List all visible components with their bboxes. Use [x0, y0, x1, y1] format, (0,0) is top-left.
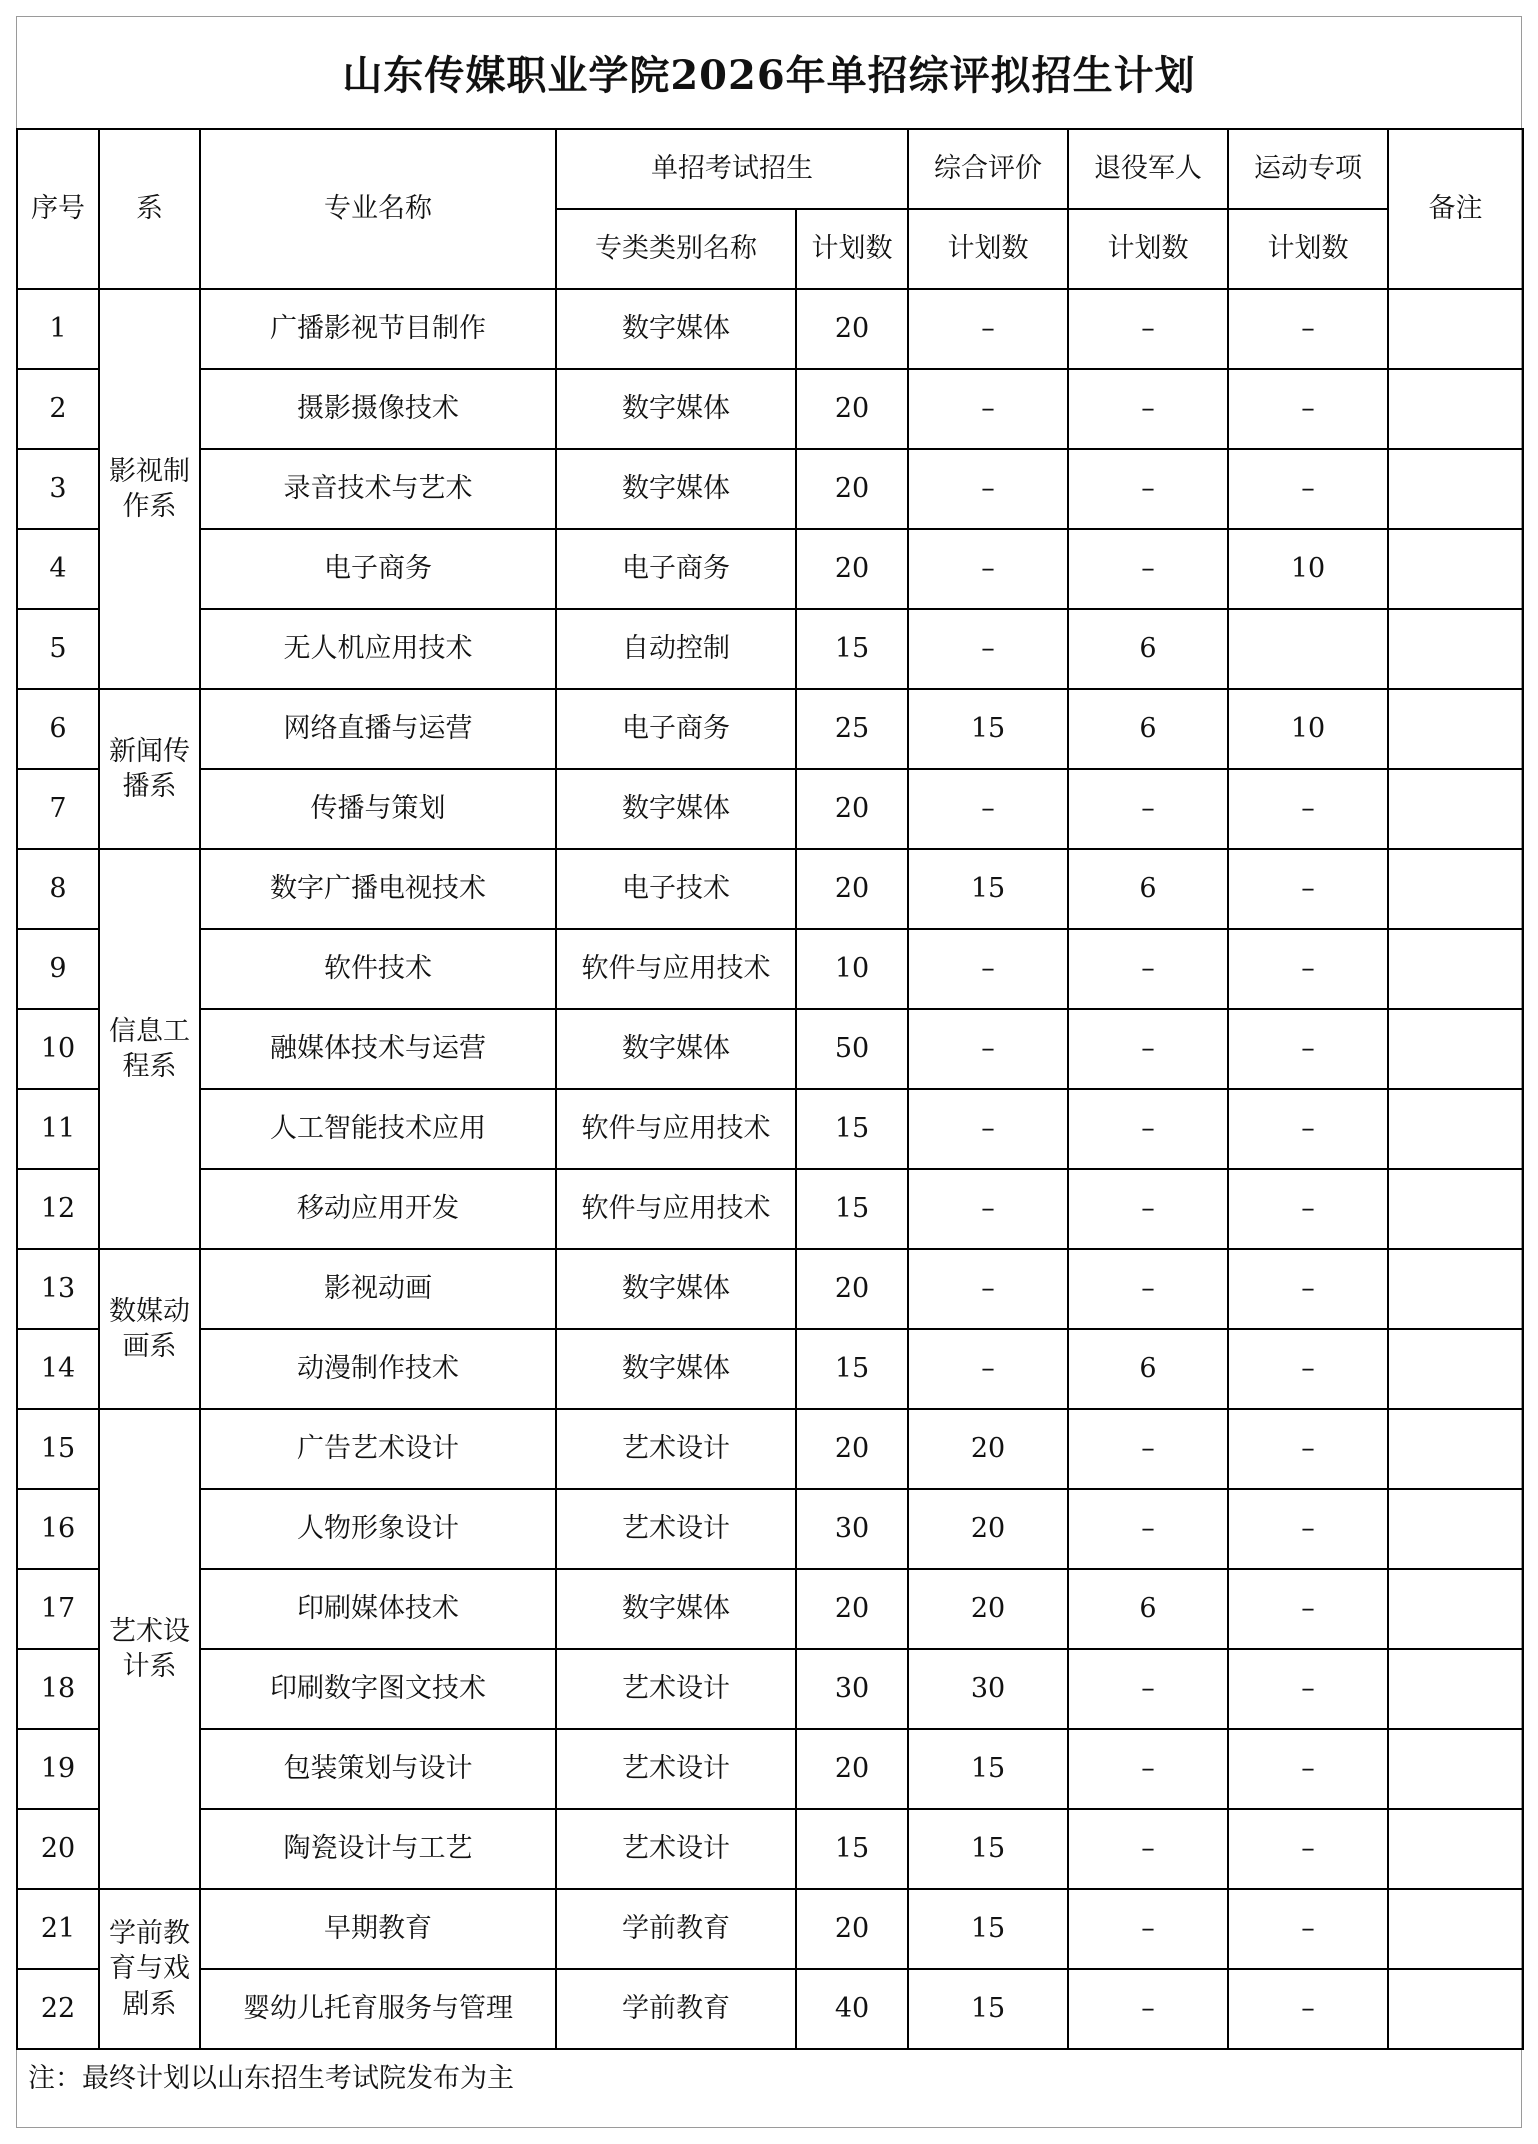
- header-index: 序号: [17, 129, 99, 289]
- cell-sports-count: –: [1228, 1649, 1388, 1729]
- cell-index: 4: [17, 529, 99, 609]
- cell-department: 新闻传播系: [99, 689, 200, 849]
- cell-major: 影视动画: [200, 1249, 556, 1329]
- cell-veterans-count: –: [1068, 1409, 1228, 1489]
- cell-major: 录音技术与艺术: [200, 449, 556, 529]
- cell-category: 数字媒体: [556, 369, 796, 449]
- cell-remarks: [1388, 289, 1523, 369]
- header-remarks: 备注: [1388, 129, 1523, 289]
- cell-veterans-count: –: [1068, 1969, 1228, 2049]
- table-row: [17, 1729, 1523, 1809]
- cell-category: 数字媒体: [556, 1329, 796, 1409]
- cell-category: 艺术设计: [556, 1809, 796, 1889]
- table-row: [17, 1969, 1523, 2049]
- header-major: 专业名称: [200, 129, 556, 289]
- cell-sports-count: –: [1228, 1489, 1388, 1569]
- cell-remarks: [1388, 1569, 1523, 1649]
- cell-category: 数字媒体: [556, 449, 796, 529]
- cell-plan-count: 50: [796, 1009, 908, 1089]
- cell-category: 电子商务: [556, 529, 796, 609]
- cell-remarks: [1388, 1489, 1523, 1569]
- cell-major: 广告艺术设计: [200, 1409, 556, 1489]
- cell-comprehensive-count: 15: [908, 1969, 1068, 2049]
- footnote: 注：最终计划以山东招生考试院发布为主: [28, 2063, 514, 2094]
- cell-plan-count: 20: [796, 1889, 908, 1969]
- cell-comprehensive-count: 20: [908, 1409, 1068, 1489]
- table-row: [17, 369, 1523, 449]
- cell-index: 10: [17, 1009, 99, 1089]
- cell-veterans-count: 6: [1068, 849, 1228, 929]
- cell-index: 3: [17, 449, 99, 529]
- cell-comprehensive-count: –: [908, 369, 1068, 449]
- cell-index: 1: [17, 289, 99, 369]
- cell-category: 数字媒体: [556, 1569, 796, 1649]
- cell-comprehensive-count: –: [908, 929, 1068, 1009]
- cell-category: 自动控制: [556, 609, 796, 689]
- header-comprehensive: 综合评价: [908, 129, 1068, 209]
- cell-sports-count: –: [1228, 1569, 1388, 1649]
- cell-remarks: [1388, 529, 1523, 609]
- cell-sports-count: 10: [1228, 529, 1388, 609]
- table-row: [17, 1089, 1523, 1169]
- cell-department: 学前教育与戏剧系: [99, 1889, 200, 2049]
- cell-veterans-count: –: [1068, 929, 1228, 1009]
- cell-comprehensive-count: –: [908, 1329, 1068, 1409]
- cell-comprehensive-count: –: [908, 1089, 1068, 1169]
- cell-comprehensive-count: –: [908, 289, 1068, 369]
- table-row: [17, 1649, 1523, 1729]
- cell-major: 广播影视节目制作: [200, 289, 556, 369]
- cell-comprehensive-count: 15: [908, 849, 1068, 929]
- cell-category: 电子技术: [556, 849, 796, 929]
- cell-veterans-count: –: [1068, 1649, 1228, 1729]
- cell-category: 数字媒体: [556, 289, 796, 369]
- cell-veterans-count: –: [1068, 1089, 1228, 1169]
- cell-remarks: [1388, 1809, 1523, 1889]
- table-row: [17, 449, 1523, 529]
- cell-remarks: [1388, 1169, 1523, 1249]
- cell-veterans-count: –: [1068, 1249, 1228, 1329]
- header-sports: 运动专项: [1228, 129, 1388, 209]
- cell-sports-count: –: [1228, 1889, 1388, 1969]
- cell-comprehensive-count: –: [908, 529, 1068, 609]
- cell-plan-count: 15: [796, 1329, 908, 1409]
- cell-comprehensive-count: 30: [908, 1649, 1068, 1729]
- cell-sports-count: –: [1228, 1809, 1388, 1889]
- cell-major: 网络直播与运营: [200, 689, 556, 769]
- cell-plan-count: 25: [796, 689, 908, 769]
- cell-comprehensive-count: –: [908, 769, 1068, 849]
- header-sports-count: 计划数: [1228, 209, 1388, 289]
- cell-comprehensive-count: –: [908, 1249, 1068, 1329]
- cell-plan-count: 20: [796, 1729, 908, 1809]
- cell-veterans-count: –: [1068, 369, 1228, 449]
- cell-plan-count: 15: [796, 1089, 908, 1169]
- cell-comprehensive-count: –: [908, 449, 1068, 529]
- cell-category: 艺术设计: [556, 1649, 796, 1729]
- cell-veterans-count: –: [1068, 1489, 1228, 1569]
- cell-remarks: [1388, 689, 1523, 769]
- cell-veterans-count: 6: [1068, 609, 1228, 689]
- cell-comprehensive-count: 20: [908, 1489, 1068, 1569]
- cell-remarks: [1388, 1969, 1523, 2049]
- cell-category: 软件与应用技术: [556, 1169, 796, 1249]
- cell-major: 无人机应用技术: [200, 609, 556, 689]
- cell-major: 人工智能技术应用: [200, 1089, 556, 1169]
- table-row: [17, 929, 1523, 1009]
- cell-index: 2: [17, 369, 99, 449]
- cell-sports-count: –: [1228, 369, 1388, 449]
- cell-comprehensive-count: 15: [908, 1889, 1068, 1969]
- page-title: 山东传媒职业学院2026年单招综评拟招生计划: [342, 51, 1196, 99]
- cell-comprehensive-count: 15: [908, 689, 1068, 769]
- cell-plan-count: 20: [796, 529, 908, 609]
- table-row: [17, 769, 1523, 849]
- cell-index: 9: [17, 929, 99, 1009]
- table-row: [17, 529, 1523, 609]
- cell-department: 数媒动画系: [99, 1249, 200, 1409]
- cell-category: 电子商务: [556, 689, 796, 769]
- cell-plan-count: 20: [796, 769, 908, 849]
- cell-veterans-count: –: [1068, 1809, 1228, 1889]
- cell-remarks: [1388, 1009, 1523, 1089]
- cell-major: 融媒体技术与运营: [200, 1009, 556, 1089]
- cell-index: 15: [17, 1409, 99, 1489]
- cell-remarks: [1388, 1249, 1523, 1329]
- cell-plan-count: 15: [796, 1169, 908, 1249]
- cell-remarks: [1388, 369, 1523, 449]
- cell-veterans-count: –: [1068, 529, 1228, 609]
- header-veterans: 退役军人: [1068, 129, 1228, 209]
- cell-comprehensive-count: –: [908, 609, 1068, 689]
- table-body: [17, 289, 1523, 2049]
- header-category-name: 专类类别名称: [556, 209, 796, 289]
- cell-sports-count: –: [1228, 1009, 1388, 1089]
- cell-veterans-count: –: [1068, 1169, 1228, 1249]
- cell-department: 影视制作系: [99, 289, 200, 689]
- cell-major: 早期教育: [200, 1889, 556, 1969]
- cell-sports-count: –: [1228, 1409, 1388, 1489]
- table-row: [17, 1569, 1523, 1649]
- cell-plan-count: 20: [796, 849, 908, 929]
- cell-remarks: [1388, 1649, 1523, 1729]
- table-row: [17, 609, 1523, 689]
- cell-major: 摄影摄像技术: [200, 369, 556, 449]
- cell-index: 16: [17, 1489, 99, 1569]
- cell-category: 数字媒体: [556, 1249, 796, 1329]
- cell-category: 学前教育: [556, 1969, 796, 2049]
- cell-major: 包装策划与设计: [200, 1729, 556, 1809]
- table-row: [17, 1009, 1523, 1089]
- table-row: [17, 689, 1523, 769]
- cell-plan-count: 15: [796, 1809, 908, 1889]
- cell-index: 5: [17, 609, 99, 689]
- cell-plan-count: 20: [796, 1409, 908, 1489]
- cell-sports-count: –: [1228, 849, 1388, 929]
- cell-plan-count: 20: [796, 369, 908, 449]
- cell-veterans-count: –: [1068, 769, 1228, 849]
- cell-major: 传播与策划: [200, 769, 556, 849]
- cell-index: 7: [17, 769, 99, 849]
- header-comprehensive-count: 计划数: [908, 209, 1068, 289]
- cell-comprehensive-count: –: [908, 1009, 1068, 1089]
- cell-major: 数字广播电视技术: [200, 849, 556, 929]
- cell-comprehensive-count: –: [908, 1169, 1068, 1249]
- cell-plan-count: 20: [796, 449, 908, 529]
- table-row: [17, 289, 1523, 369]
- cell-veterans-count: –: [1068, 1009, 1228, 1089]
- cell-category: 艺术设计: [556, 1729, 796, 1809]
- cell-category: 数字媒体: [556, 1009, 796, 1089]
- header-department: 系: [99, 129, 200, 289]
- cell-comprehensive-count: 15: [908, 1729, 1068, 1809]
- cell-category: 艺术设计: [556, 1489, 796, 1569]
- cell-remarks: [1388, 1889, 1523, 1969]
- cell-category: 艺术设计: [556, 1409, 796, 1489]
- cell-veterans-count: 6: [1068, 1569, 1228, 1649]
- cell-veterans-count: –: [1068, 1889, 1228, 1969]
- cell-index: 18: [17, 1649, 99, 1729]
- cell-plan-count: 40: [796, 1969, 908, 2049]
- cell-major: 移动应用开发: [200, 1169, 556, 1249]
- cell-plan-count: 10: [796, 929, 908, 1009]
- cell-category: 学前教育: [556, 1889, 796, 1969]
- table-row: [17, 1809, 1523, 1889]
- cell-remarks: [1388, 929, 1523, 1009]
- cell-department: 信息工程系: [99, 849, 200, 1249]
- cell-remarks: [1388, 609, 1523, 689]
- cell-index: 17: [17, 1569, 99, 1649]
- cell-veterans-count: –: [1068, 449, 1228, 529]
- header-single-exam: 单招考试招生: [556, 129, 908, 209]
- cell-index: 12: [17, 1169, 99, 1249]
- cell-veterans-count: 6: [1068, 689, 1228, 769]
- cell-sports-count: –: [1228, 1969, 1388, 2049]
- cell-remarks: [1388, 849, 1523, 929]
- cell-major: 印刷媒体技术: [200, 1569, 556, 1649]
- cell-index: 19: [17, 1729, 99, 1809]
- cell-remarks: [1388, 769, 1523, 849]
- cell-index: 8: [17, 849, 99, 929]
- cell-sports-count: –: [1228, 1329, 1388, 1409]
- cell-major: 动漫制作技术: [200, 1329, 556, 1409]
- cell-major: 印刷数字图文技术: [200, 1649, 556, 1729]
- cell-department: 艺术设计系: [99, 1409, 200, 1889]
- cell-index: 22: [17, 1969, 99, 2049]
- cell-sports-count: –: [1228, 929, 1388, 1009]
- cell-veterans-count: –: [1068, 1729, 1228, 1809]
- table-row: [17, 1889, 1523, 1969]
- cell-index: 21: [17, 1889, 99, 1969]
- cell-category: 数字媒体: [556, 769, 796, 849]
- cell-major: 陶瓷设计与工艺: [200, 1809, 556, 1889]
- table-row: [17, 1169, 1523, 1249]
- cell-plan-count: 30: [796, 1649, 908, 1729]
- cell-remarks: [1388, 1409, 1523, 1489]
- cell-remarks: [1388, 1729, 1523, 1809]
- cell-sports-count: –: [1228, 449, 1388, 529]
- cell-sports-count: –: [1228, 1169, 1388, 1249]
- cell-major: 人物形象设计: [200, 1489, 556, 1569]
- cell-sports-count: –: [1228, 769, 1388, 849]
- cell-major: 软件技术: [200, 929, 556, 1009]
- cell-remarks: [1388, 1089, 1523, 1169]
- cell-remarks: [1388, 449, 1523, 529]
- cell-plan-count: 15: [796, 609, 908, 689]
- cell-comprehensive-count: 15: [908, 1809, 1068, 1889]
- cell-sports-count: 10: [1228, 689, 1388, 769]
- cell-plan-count: 20: [796, 289, 908, 369]
- cell-category: 软件与应用技术: [556, 1089, 796, 1169]
- cell-sports-count: –: [1228, 1249, 1388, 1329]
- cell-sports-count: –: [1228, 1729, 1388, 1809]
- cell-plan-count: 20: [796, 1569, 908, 1649]
- cell-sports-count: [1228, 609, 1388, 689]
- cell-major: 电子商务: [200, 529, 556, 609]
- enrollment-plan-table: [16, 128, 1524, 2050]
- cell-index: 11: [17, 1089, 99, 1169]
- cell-category: 软件与应用技术: [556, 929, 796, 1009]
- table-row: [17, 1489, 1523, 1569]
- cell-remarks: [1388, 1329, 1523, 1409]
- header-plan-count: 计划数: [796, 209, 908, 289]
- cell-plan-count: 20: [796, 1249, 908, 1329]
- cell-index: 6: [17, 689, 99, 769]
- cell-index: 14: [17, 1329, 99, 1409]
- cell-sports-count: –: [1228, 289, 1388, 369]
- cell-index: 13: [17, 1249, 99, 1329]
- cell-comprehensive-count: 20: [908, 1569, 1068, 1649]
- table-row: [17, 849, 1523, 929]
- table-row: [17, 1329, 1523, 1409]
- cell-index: 20: [17, 1809, 99, 1889]
- cell-veterans-count: 6: [1068, 1329, 1228, 1409]
- cell-veterans-count: –: [1068, 289, 1228, 369]
- table-row: [17, 1249, 1523, 1329]
- cell-sports-count: –: [1228, 1089, 1388, 1169]
- table-row: [17, 1409, 1523, 1489]
- cell-plan-count: 30: [796, 1489, 908, 1569]
- header-veterans-count: 计划数: [1068, 209, 1228, 289]
- cell-major: 婴幼儿托育服务与管理: [200, 1969, 556, 2049]
